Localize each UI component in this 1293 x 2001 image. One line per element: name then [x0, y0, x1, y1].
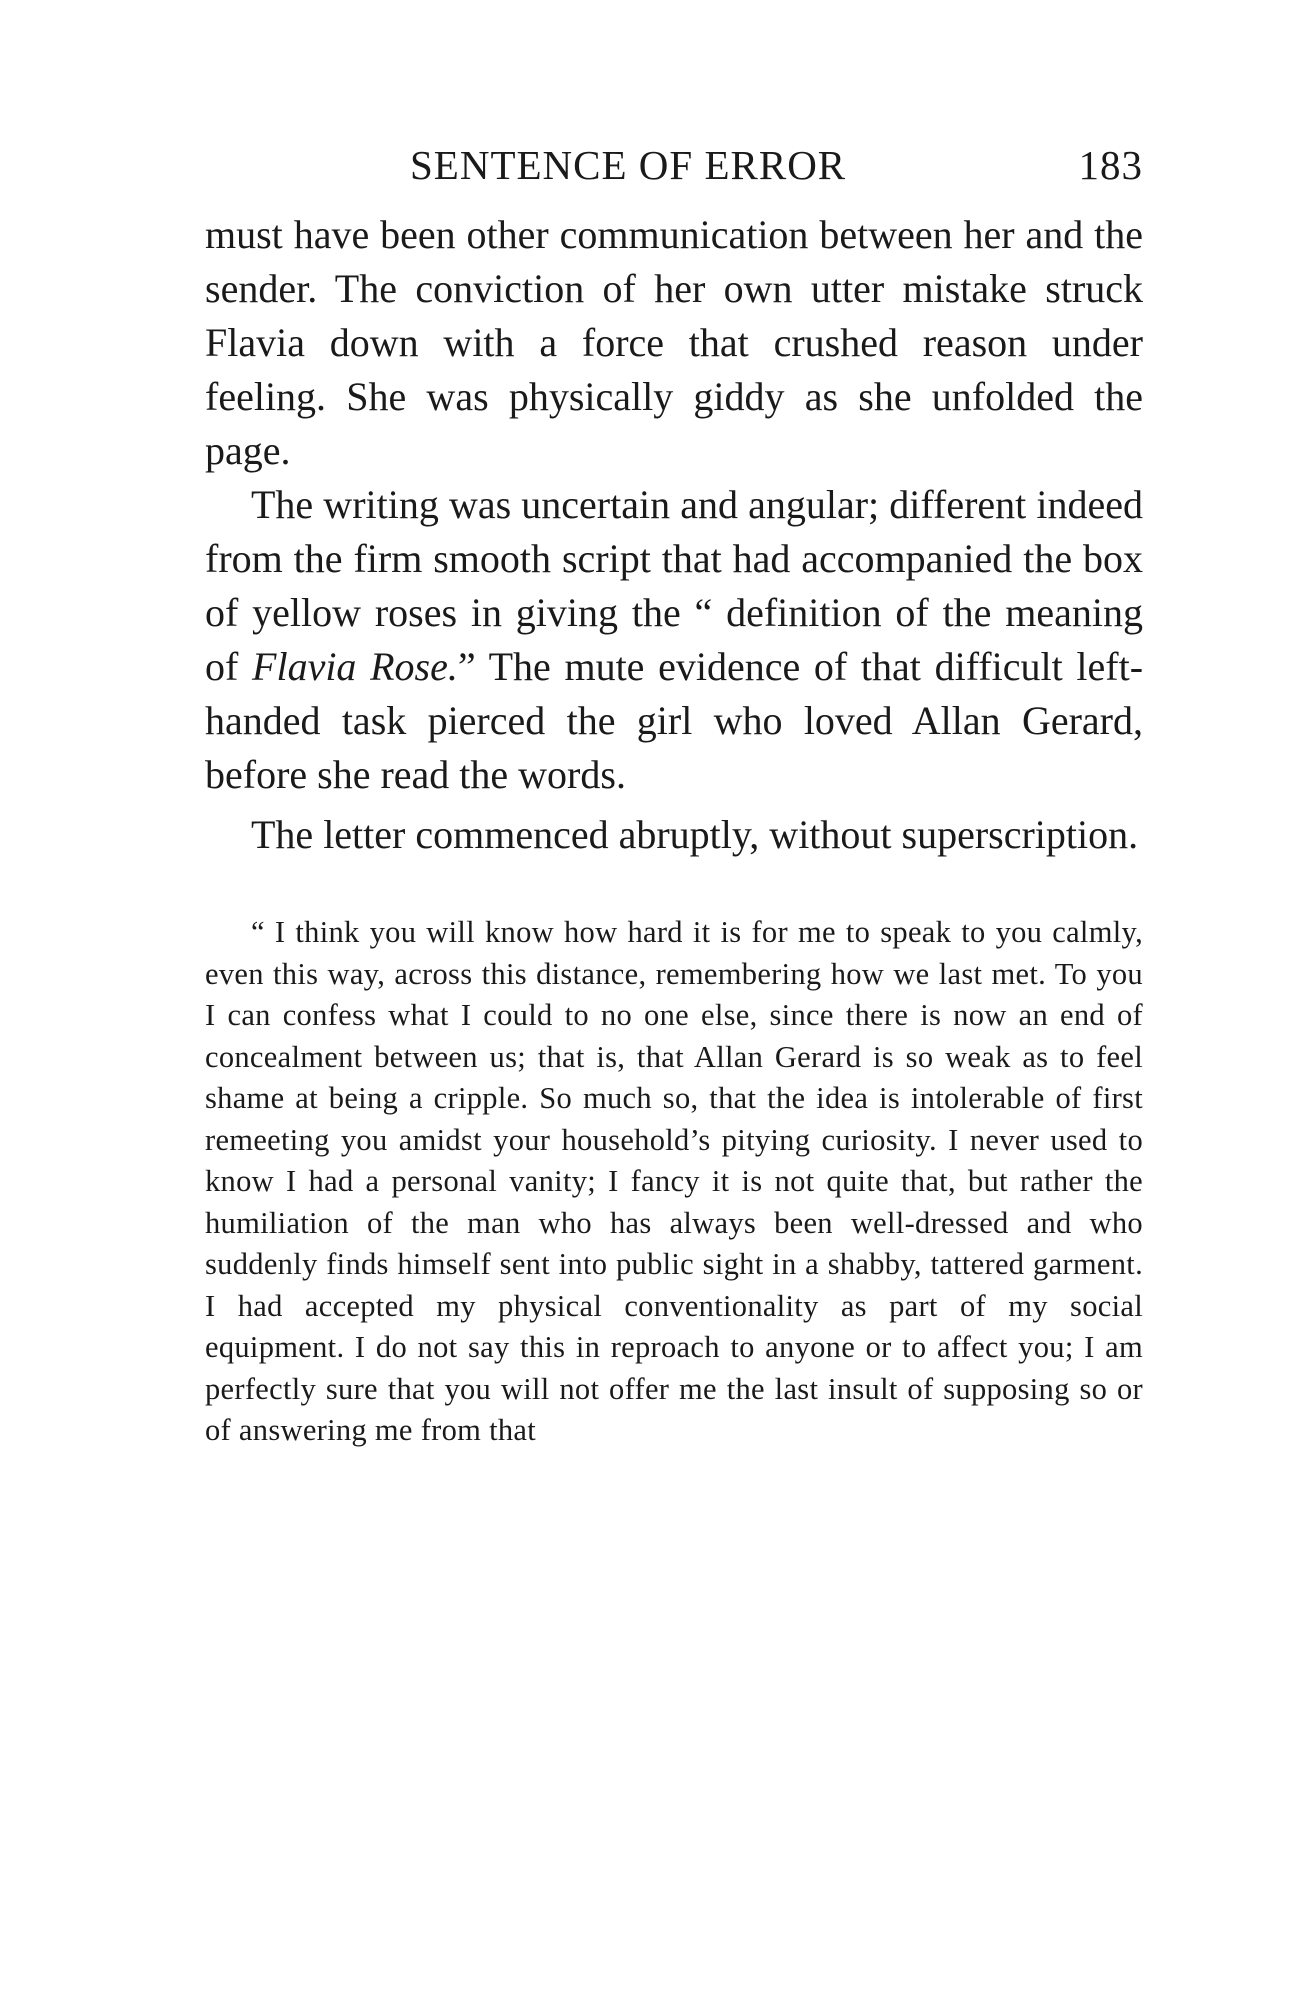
- paragraph-2-italic: Flavia Rose.: [252, 644, 458, 689]
- running-title: SENTENCE OF ERROR: [410, 142, 847, 188]
- letter-text: “ I think you will know how hard it is for me to speak to you calmly, even this way, across this distance, remembering how we last met. To you I can confess what I could to no one else, since there is now an end of concealment between us; that is, that Allan Gerard is so weak as to feel shame at being a cripple. So much so, that the idea is intolerable of first remeeting you amidst your household’s pitying curiosity. I never used to know I had a personal vanity; I fancy it is not quite that, but rather the humiliation of the man who has always been well-dressed and who suddenly finds himself sent into public sight in a shabby, tattered garment. I had accepted my physical conventionality as part of my social equipment. I do not say this in reproach to anyone or to affect you; I am perfectly sure that you will not offer me the last insult of supposing so or of answering me from that: [205, 915, 1143, 1447]
- running-head: [205, 130, 1143, 200]
- paragraph-2-text-b: ” The mute evidence of that difficult left-handed task pierced the girl who loved Allan Gerard, before she read the words.: [205, 644, 1144, 797]
- page-number: 183: [1078, 142, 1143, 188]
- paragraph-2-text-a: The writing was uncertain and angular; different indeed from the firm smooth script that had accompanied the box of yellow roses in giving the “ definition of the meaning of: [205, 482, 1143, 689]
- book-page: [205, 130, 1143, 1452]
- paragraph-3: The letter commenced abruptly, without superscription.: [251, 812, 1139, 857]
- letter-block: [205, 912, 1143, 1452]
- paragraph-2: [205, 478, 1143, 802]
- body-text: [205, 208, 1143, 862]
- paragraph-1: must have been other communication between her and the sender. The conviction of her own utter mistake struck Flavia down with a force that crushed reason under feeling. She was physically giddy as she unfolded the page.: [205, 212, 1143, 473]
